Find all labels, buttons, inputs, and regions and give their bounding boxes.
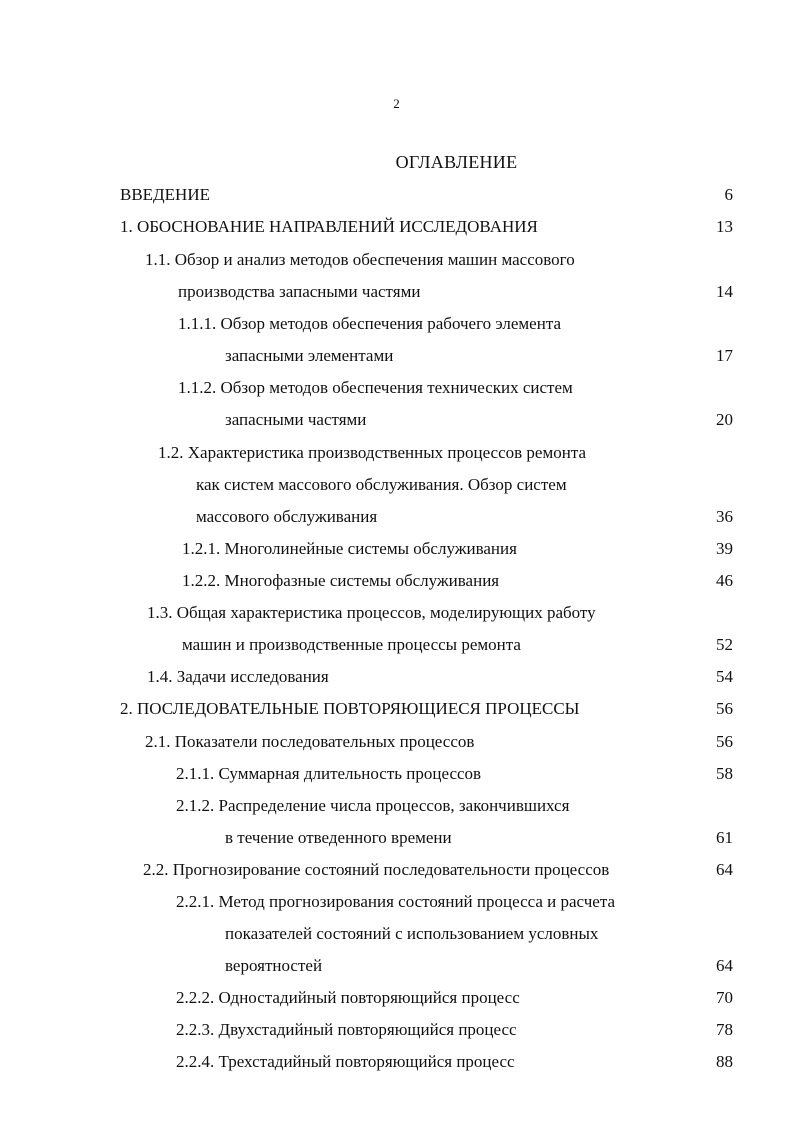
toc-entry-2-2-4: 2.2.4. Трехстадийный повторяющийся процесс — [176, 1052, 515, 1071]
toc-entry-1-1-2: 1.1.2. Обзор методов обеспечения технических систем — [178, 378, 573, 397]
toc-entry-2-2-2: 2.2.2. Одностадийный повторяющийся процесс — [176, 988, 520, 1007]
toc-page-number: 52 — [716, 635, 733, 654]
page-number: 2 — [393, 96, 400, 111]
toc-entry-introduction: ВВЕДЕНИЕ — [120, 185, 210, 204]
toc-entry-1-2-1: 1.2.1. Многолинейные системы обслуживания — [182, 539, 517, 558]
toc-entry-2-1: 2.1. Показатели последовательных процессов — [145, 732, 475, 751]
toc-page-number: 78 — [716, 1020, 733, 1039]
toc-entry-chapter-2: 2. ПОСЛЕДОВАТЕЛЬНЫЕ ПОВТОРЯЮЩИЕСЯ ПРОЦЕССЫ — [120, 699, 580, 718]
toc-page-number: 46 — [716, 571, 733, 590]
toc-page-number: 58 — [716, 764, 733, 783]
toc-entry-1-1-continued: производства запасными частями — [178, 282, 421, 301]
toc-page-number: 54 — [716, 667, 733, 686]
toc-page-number: 14 — [716, 282, 733, 301]
toc-entry-2-2-1: 2.2.1. Метод прогнозирования состояний процесса и расчета — [176, 892, 616, 911]
toc-entry-1-4: 1.4. Задачи исследования — [147, 667, 329, 686]
toc-page-number: 20 — [716, 410, 733, 429]
toc-entry-1-2-2: 1.2.2. Многофазные системы обслуживания — [182, 571, 500, 590]
toc-entry-1-2-continued: как систем массового обслуживания. Обзор систем — [196, 475, 567, 494]
toc-page-number: 88 — [716, 1052, 733, 1071]
toc-entry-2-2-1-continued: вероятностей — [225, 956, 323, 975]
toc-entry-1-1: 1.1. Обзор и анализ методов обеспечения машин массового — [145, 250, 575, 269]
toc-page-number: 56 — [716, 699, 733, 718]
toc-entry-1-2: 1.2. Характеристика производственных процессов ремонта — [158, 443, 587, 462]
toc-entry-1-1-1: 1.1.1. Обзор методов обеспечения рабочего элемента — [178, 314, 562, 333]
toc-entry-2-2: 2.2. Прогнозирование состояний последовательности процессов — [143, 860, 610, 879]
toc-entry-2-1-2-continued: в течение отведенного времени — [225, 828, 452, 847]
toc-entry-chapter-1: 1. ОБОСНОВАНИЕ НАПРАВЛЕНИЙ ИССЛЕДОВАНИЯ — [120, 217, 538, 236]
toc-page-number: 36 — [716, 507, 733, 526]
toc-entry-2-1-2: 2.1.2. Распределение числа процессов, закончившихся — [176, 796, 570, 815]
toc-page-number: 39 — [716, 539, 733, 558]
toc-title: ОГЛАВЛЕНИЕ — [395, 152, 518, 172]
toc-page-number: 64 — [716, 956, 733, 975]
toc-page-number: 64 — [716, 860, 733, 879]
toc-entry-2-2-1-continued: показателей состояний с использованием условных — [225, 924, 599, 943]
toc-entry-1-3-continued: машин и производственные процессы ремонта — [182, 635, 521, 654]
toc-page-number: 70 — [716, 988, 733, 1007]
toc-entry-1-1-1-continued: запасными элементами — [225, 346, 394, 365]
toc-entry-2-1-1: 2.1.1. Суммарная длительность процессов — [176, 764, 482, 783]
toc-entry-1-3: 1.3. Общая характеристика процессов, моделирующих работу — [147, 603, 596, 622]
toc-page-number: 6 — [724, 185, 733, 204]
toc-page-number: 61 — [716, 828, 733, 847]
toc-page-number: 17 — [716, 346, 733, 365]
toc-page-number: 56 — [716, 732, 733, 751]
toc-entry-1-1-2-continued: запасными частями — [225, 410, 367, 429]
toc-page-number: 13 — [716, 217, 733, 236]
toc-entry-1-2-continued: массового обслуживания — [196, 507, 378, 526]
toc-entry-2-2-3: 2.2.3. Двухстадийный повторяющийся процесс — [176, 1020, 517, 1039]
